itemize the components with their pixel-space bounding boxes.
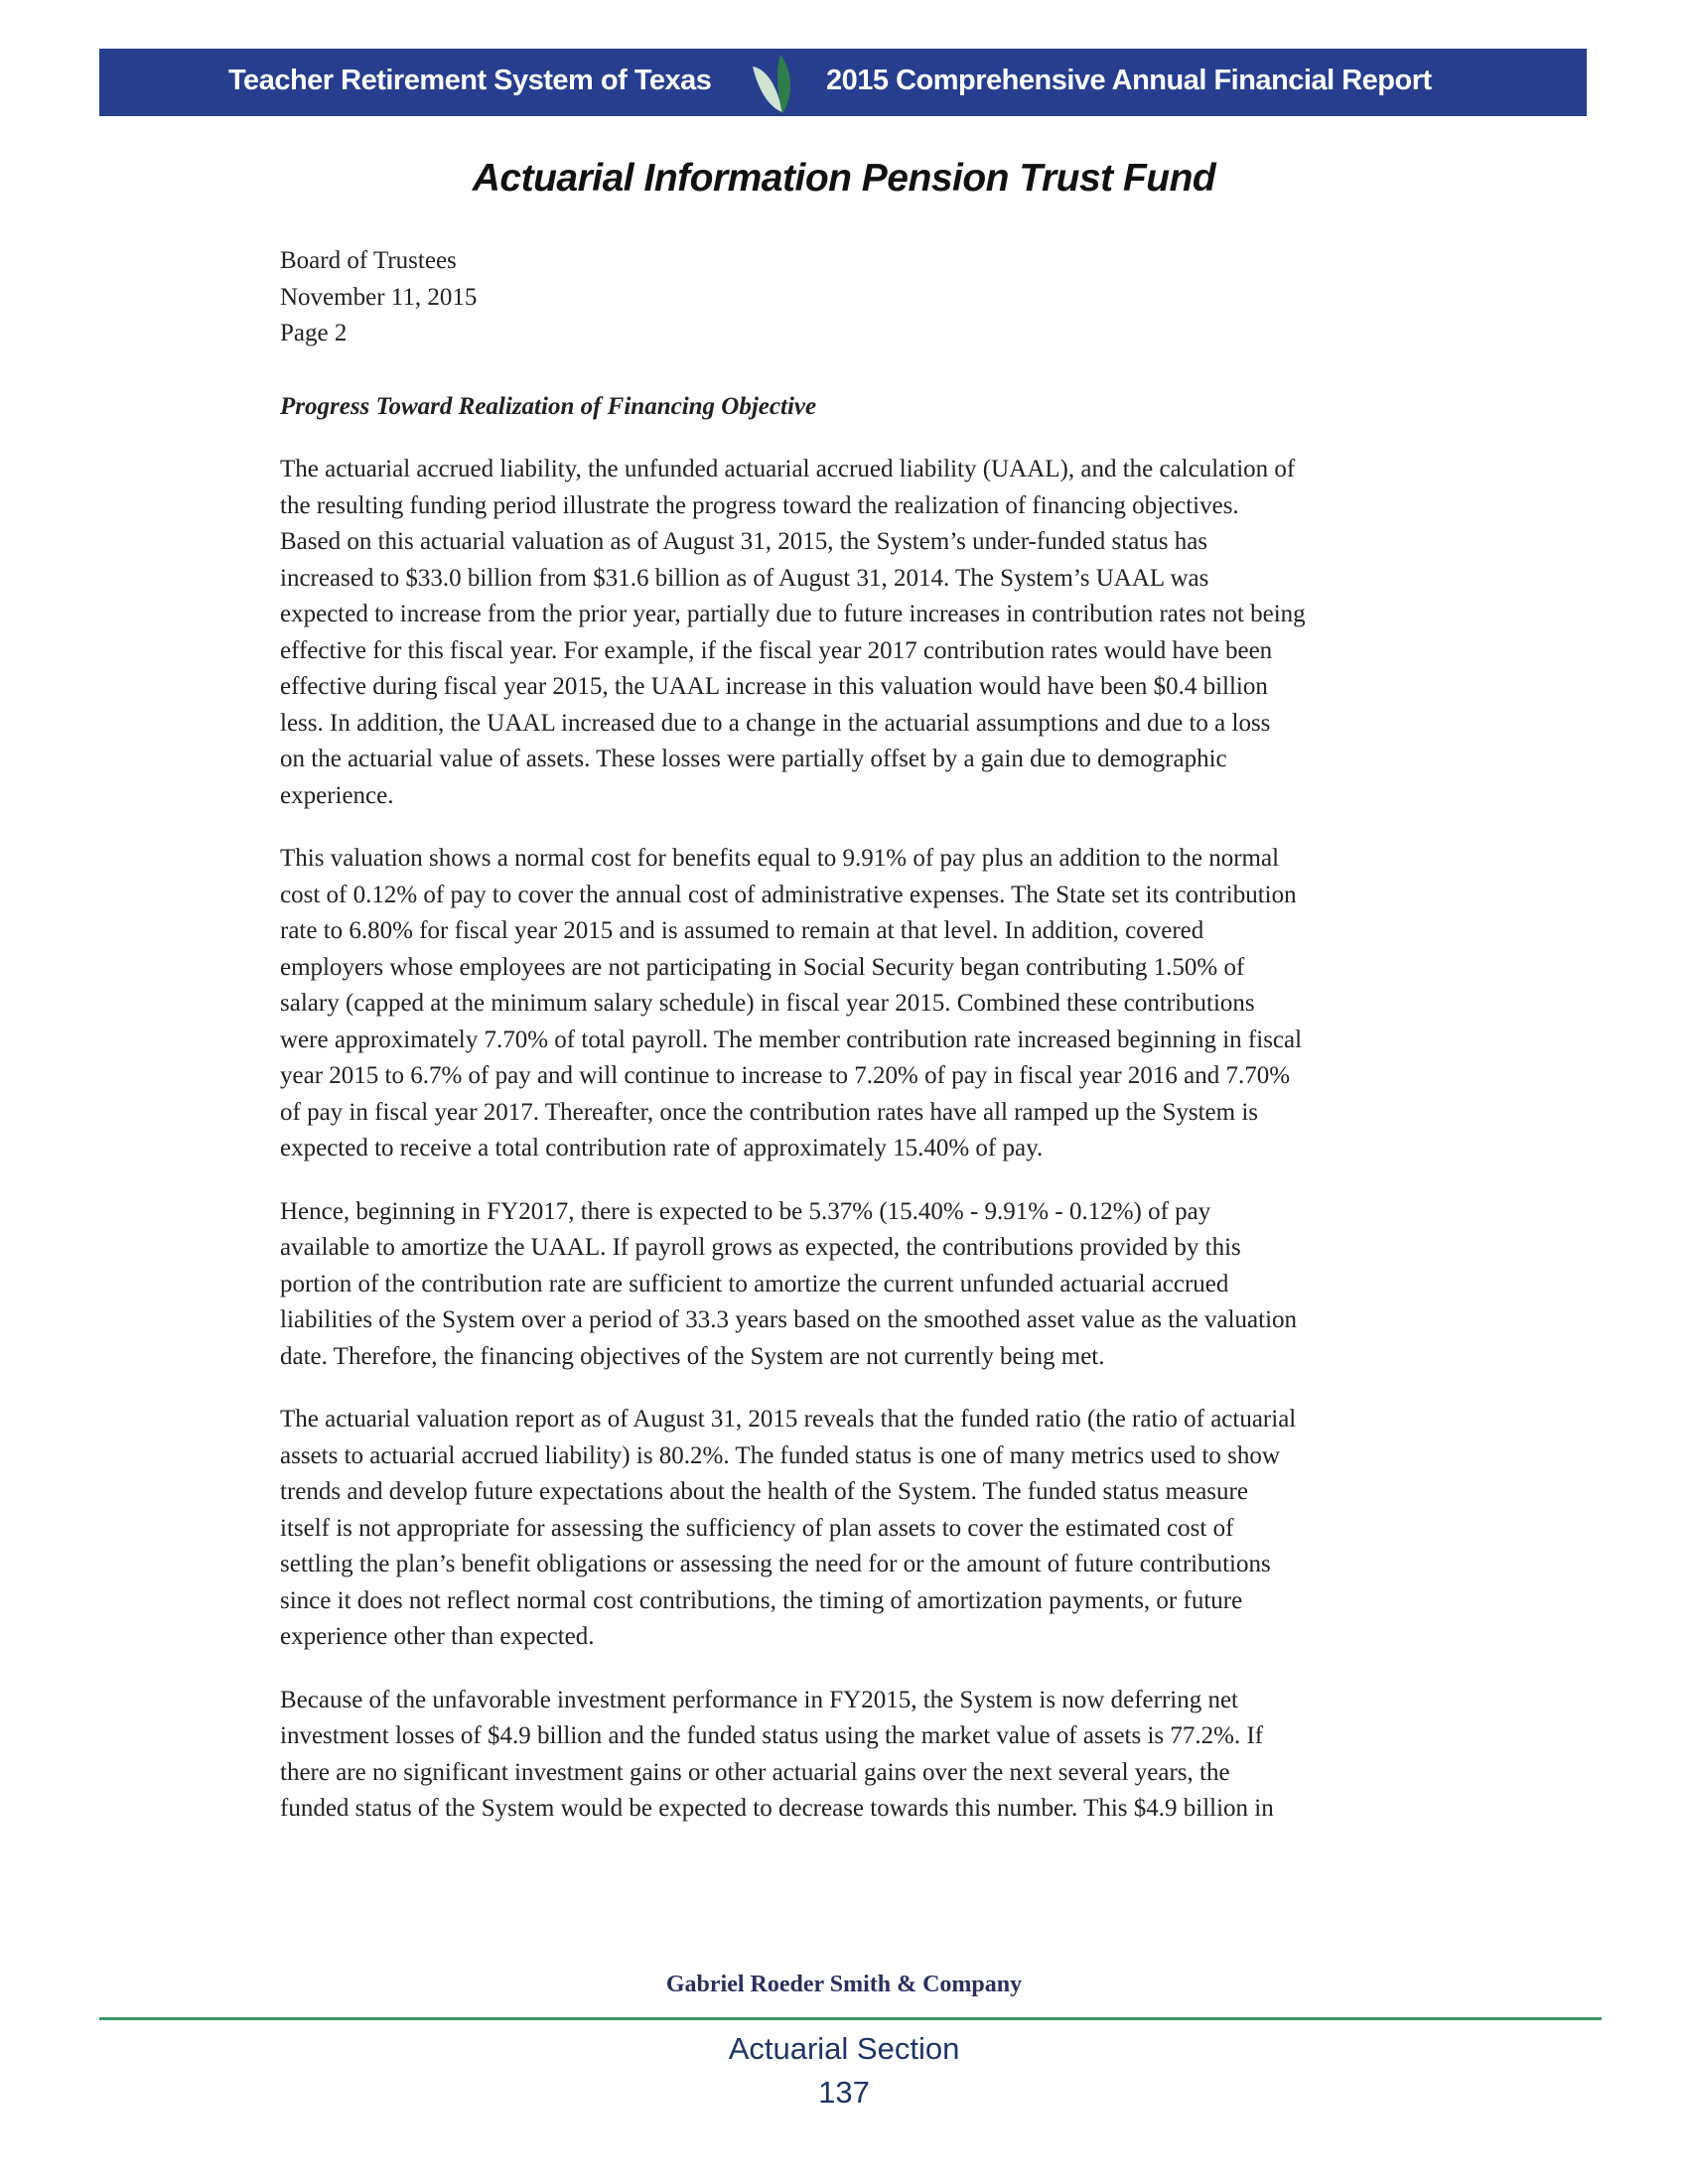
paragraph-line: rate to 6.80% for fiscal year 2015 and is assumed to remain at that level. In addition, covered <box>280 917 1204 944</box>
paragraph-line: funded status of the System would be expected to decrease towards this number. This $4.9 billion in <box>280 1795 1274 1822</box>
address-block <box>280 243 1472 352</box>
paragraph-line: experience other than expected. <box>280 1623 595 1650</box>
paragraph-line: itself is not appropriate for assessing the sufficiency of plan assets to cover the estimated cost of <box>280 1514 1234 1542</box>
paragraph-line: of pay in fiscal year 2017. Thereafter, once the contribution rates have all ramped up the System is <box>280 1098 1259 1126</box>
footer-divider <box>99 2017 1602 2020</box>
paragraph-line: increased to $33.0 billion from $31.6 billion as of August 31, 2014. The System’s UAAL was <box>280 564 1209 592</box>
paragraph-line: less. In addition, the UAAL increased due to a change in the actuarial assumptions and due to a loss <box>280 709 1271 737</box>
report-title: 2015 Comprehensive Annual Financial Report <box>826 65 1432 96</box>
paragraph <box>280 841 1472 1167</box>
paragraph <box>280 1194 1472 1376</box>
letter-page: Page 2 <box>280 320 348 346</box>
paragraph-line: the resulting funding period illustrate the progress toward the realization of financing objectives. <box>280 491 1239 519</box>
paragraph-line: assets to actuarial accrued liability) is 80.2%. The funded status is one of many metrics used to show <box>280 1441 1280 1469</box>
page-number: 137 <box>818 2075 870 2110</box>
paragraph <box>280 1402 1472 1656</box>
paragraph-line: liabilities of the System over a period of 33.3 years based on the smoothed asset value as the valuation <box>280 1306 1298 1333</box>
letter-date: November 11, 2015 <box>280 283 478 311</box>
paragraph-line: investment losses of $4.9 billion and the funded status using the market value of assets is 77.2%. If <box>280 1722 1264 1749</box>
leaf-icon <box>745 53 804 116</box>
paragraph-line: settling the plan’s benefit obligations or assessing the need for or the amount of future contributions <box>280 1551 1271 1577</box>
paragraph-line: Based on this actuarial valuation as of August 31, 2015, the System’s under-funded status has <box>280 528 1208 555</box>
paragraph-line: year 2015 to 6.7% of pay and will continue to increase to 7.20% of pay in fiscal year 2016 and 7.70% <box>280 1062 1291 1089</box>
paragraph-line: available to amortize the UAAL. If payroll grows as expected, the contributions provided by this <box>280 1234 1241 1261</box>
org-name: Teacher Retirement System of Texas <box>228 65 712 96</box>
paragraph-line: Because of the unfavorable investment performance in FY2015, the System is now deferring net <box>280 1686 1239 1713</box>
paragraph-line: This valuation shows a normal cost for benefits equal to 9.91% of pay plus an addition to the normal <box>280 845 1280 872</box>
paragraph-line: experience. <box>280 781 394 809</box>
paragraph-line: date. Therefore, the financing objectives of the System are not currently being met. <box>280 1342 1105 1370</box>
section-heading: Progress Toward Realization of Financing Objective <box>280 392 817 420</box>
paragraph-line: The actuarial valuation report as of August 31, 2015 reveals that the funded ratio (the ratio of actuarial <box>280 1406 1297 1433</box>
paragraph-line: The actuarial accrued liability, the unfunded actuarial accrued liability (UAAL), and the calculation of <box>280 456 1296 482</box>
letter-body <box>280 243 1472 1828</box>
paragraph-line: there are no significant investment gains or other actuarial gains over the next several years, the <box>280 1758 1230 1786</box>
paragraph-line: salary (capped at the minimum salary schedule) in fiscal year 2015. Combined these contributions <box>280 990 1255 1017</box>
section-name: Actuarial Section <box>728 2031 960 2066</box>
paragraph <box>280 452 1472 814</box>
paragraph-line: on the actuarial value of assets. These losses were partially offset by a gain due to demographic <box>280 746 1227 772</box>
address-line: Board of Trustees <box>280 247 457 274</box>
paragraph-line: effective during fiscal year 2015, the UAAL increase in this valuation would have been $0.4 billion <box>280 673 1268 700</box>
report-banner <box>99 49 1587 116</box>
paragraph-line: Hence, beginning in FY2017, there is expected to be 5.37% (15.40% - 9.91% - 0.12%) of pay <box>280 1197 1211 1225</box>
paragraph <box>280 1683 1472 1828</box>
paragraph-line: trends and develop future expectations about the health of the System. The funded status measure <box>280 1478 1248 1505</box>
paragraph-line: since it does not reflect normal cost contributions, the timing of amortization payments, or future <box>280 1586 1243 1614</box>
paragraph-line: portion of the contribution rate are sufficient to amortize the current unfunded actuarial accrued <box>280 1270 1229 1297</box>
paragraph-line: expected to receive a total contribution rate of approximately 15.40% of pay. <box>280 1135 1044 1161</box>
firm-name: Gabriel Roeder Smith & Company <box>665 1972 1023 1997</box>
paragraph-line: expected to increase from the prior year, partially due to future increases in contribution rates not being <box>280 601 1306 627</box>
paragraph-line: cost of 0.12% of pay to cover the annual cost of administrative expenses. The State set its contribution <box>280 881 1297 908</box>
paragraph-line: effective for this fiscal year. For example, if the fiscal year 2017 contribution rates would have been <box>280 636 1273 664</box>
paragraph-line: were approximately 7.70% of total payroll. The member contribution rate increased beginning in fiscal <box>280 1025 1303 1053</box>
page-title: Actuarial Information Pension Trust Fund <box>472 157 1216 200</box>
paragraph-line: employers whose employees are not participating in Social Security began contributing 1.50% of <box>280 953 1245 981</box>
